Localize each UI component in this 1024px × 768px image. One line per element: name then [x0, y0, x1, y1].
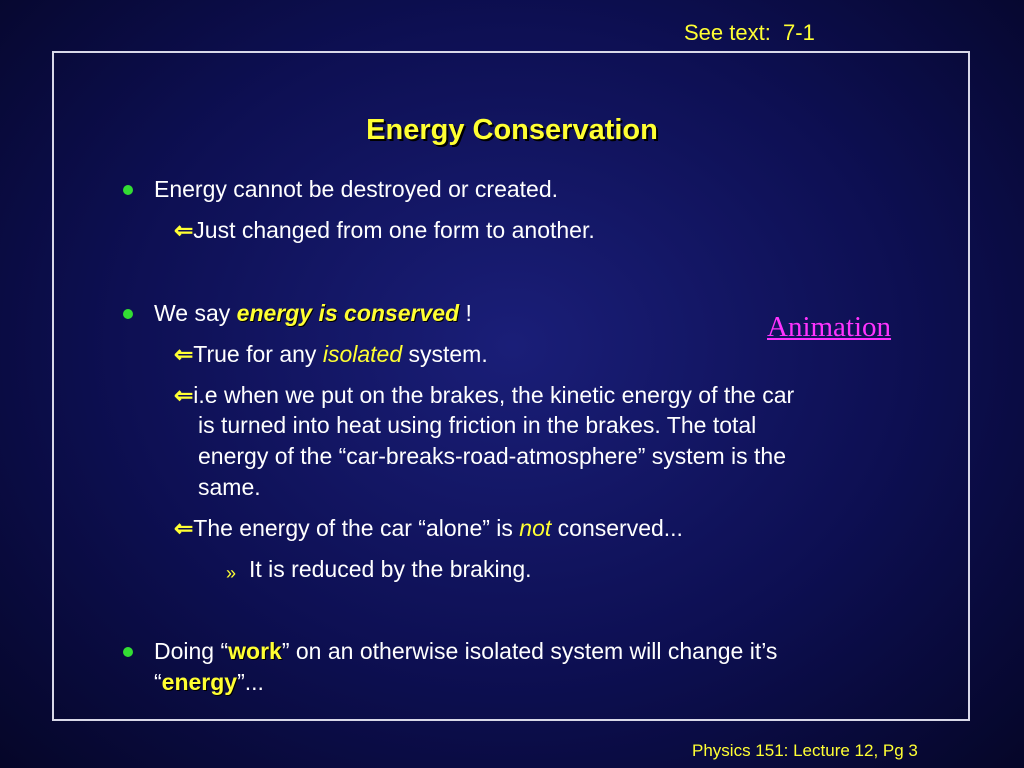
left-arrow-icon: ⇐	[174, 217, 194, 243]
left-arrow-icon: ⇐	[174, 515, 194, 541]
left-arrow-icon: ⇐	[174, 382, 194, 408]
bullet-2-subpoint-3: ⇐The energy of the car “alone” is not conserved...	[174, 515, 683, 541]
emphasis-isolated: isolated	[322, 341, 403, 367]
slide-title: Energy Conservation	[366, 114, 658, 146]
green-dot-icon	[123, 647, 133, 657]
bullet-1-subpoint-1: ⇐Just changed from one form to another.	[174, 217, 595, 243]
bullet-2-subpoint-2-line-2: is turned into heat using friction in the brakes. The total	[198, 412, 757, 438]
emphasis-energy: energy	[161, 669, 238, 695]
emphasis-work: work	[228, 638, 282, 664]
bullet-2-subpoint-2-line-4: same.	[198, 474, 261, 500]
emphasis-not: not	[519, 515, 552, 541]
animation-link[interactable]: Animation	[767, 311, 892, 343]
bullet-2-subpoint-1: ⇐True for any isolated system.	[174, 341, 488, 367]
bullet-1-text: Energy cannot be destroyed or created.	[154, 176, 559, 202]
bullet-3-line-2: “energy”...	[154, 669, 264, 695]
bullet-2-subpoint-3-detail: It is reduced by the braking.	[249, 556, 532, 582]
bullet-2-text: We say energy is conserved !	[154, 300, 472, 326]
green-dot-icon	[123, 185, 133, 195]
green-dot-icon	[123, 309, 133, 319]
bullet-2-subpoint-2-line-1: ⇐i.e when we put on the brakes, the kinetic energy of the car	[174, 382, 795, 408]
bullet-3-line-1: Doing “work” on an otherwise isolated system will change it’s	[154, 638, 778, 664]
slide-reference: See text: 7-1	[684, 20, 815, 45]
bullet-2-subpoint-2-line-3: energy of the “car-breaks-road-atmosphere” system is the	[198, 443, 787, 469]
double-chevron-icon: »	[226, 563, 237, 583]
slide-footer: Physics 151: Lecture 12, Pg 3	[692, 741, 918, 760]
emphasis-energy-conserved: energy is conserved	[236, 300, 460, 326]
left-arrow-icon: ⇐	[174, 341, 194, 367]
